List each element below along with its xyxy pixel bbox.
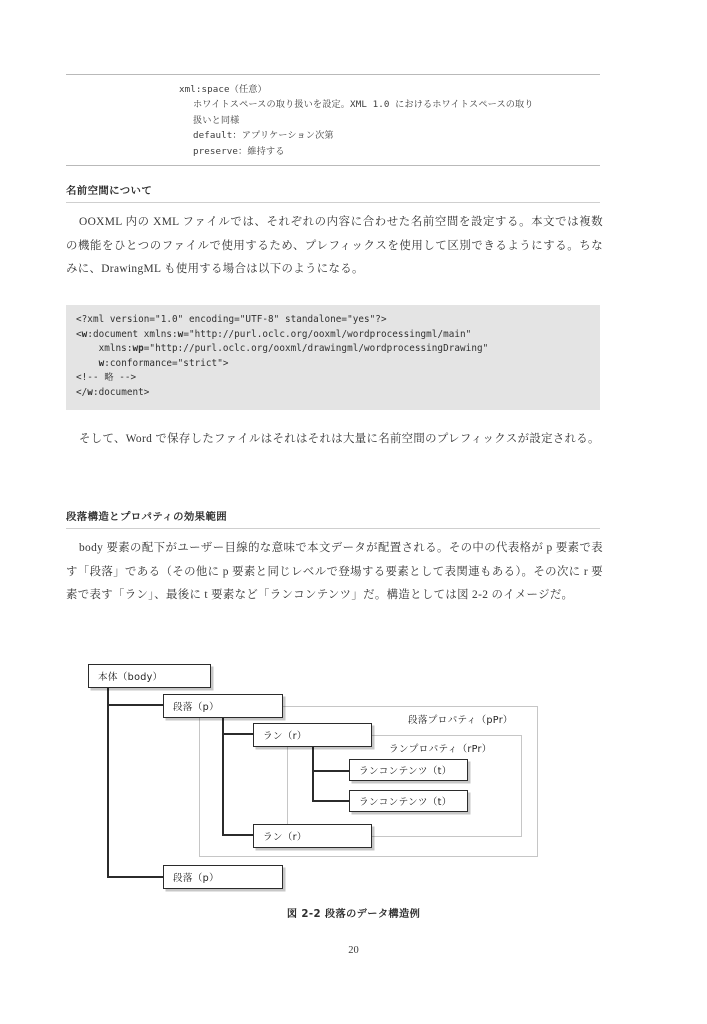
box-run-2: ラン（r） [253,824,372,848]
connector-paragraph1-to-run2 [222,834,255,836]
container-rpr-label: ランプロパティ（rPr） [389,744,492,755]
paragraph-structure [66,537,603,608]
heading-paragraph-structure [66,508,600,529]
code-block-xml-namespace [66,305,600,410]
term-definition-block [66,74,600,166]
box-body: 本体（body） [88,664,211,688]
heading-paragraph-structure-text: 段落構造とプロパティの効果範囲 [66,511,228,523]
figure-caption: 図 2-2 段落のデータ構造例 [286,909,421,920]
connector-body-to-paragraph2 [107,876,165,878]
heading-paragraph-structure-rule [66,528,600,529]
box-run-content-2: ランコンテンツ（t） [349,790,468,812]
connector-run1-to-content2 [312,800,351,802]
code-line: xmlns:wp="http://purl.oclc.org/ooxml/drawingml/wordprocessingDrawing" [76,343,489,355]
code-line: <?xml version="1.0" encoding="UTF-8" standalone="yes"?> [76,314,387,325]
box-paragraph-1: 段落（p） [163,694,283,718]
term-desc-line-1: ホワイトスペースの取り扱いを設定。XML 1.0 におけるホワイトスペースの取り [193,99,534,111]
paragraph-after-code [66,428,603,452]
connector-body-to-paragraph1 [107,704,165,706]
paragraph-namespace-text: OOXML 内の XML ファイルでは、それぞれの内容に合わせた名前空間を設定する。本文では複数の機能をひとつのファイルで使用するため、プレフィックスを使用して区別できるようにする。ちなみに、DrawingML も使用する場合は以下のようになる。 [66,216,603,275]
heading-namespace-text: 名前空間について [66,185,153,197]
container-ppr [199,706,538,857]
code-line: <!-- 略 --> [76,372,137,384]
heading-namespace-rule [66,202,600,203]
paragraph-after-code-text: そして、Word で保存したファイルはそれはそれは大量に名前空間のプレフィックスが設定される。 [79,433,600,445]
heading-namespace [66,182,600,203]
connector-run1-trunk [312,747,314,802]
box-paragraph-2: 段落（p） [163,865,283,889]
paragraph-namespace [66,211,603,282]
code-line: <w:document xmlns:w="http://purl.oclc.org/ooxml/wordprocessingml/main" [76,328,472,340]
code-line: w:conformance="strict"> [98,357,229,369]
connector-body-trunk [107,687,109,878]
term-block-bottom-rule [66,165,600,166]
page-number: 20 [348,945,359,956]
box-run-1: ラン（r） [253,723,372,747]
container-ppr-label: 段落プロパティ（pPr） [408,715,513,726]
term-desc-line-3: default：アプリケーション次第 [193,130,334,142]
term-desc-line-4: preserve：維持する [193,145,285,157]
term-block-body [66,75,600,165]
connector-run1-to-content1 [312,770,351,772]
term-desc-line-2: 扱いと同様 [193,114,240,126]
term-title: xml:space（任意） [179,84,267,95]
container-rpr [287,735,522,837]
paragraph-structure-text: body 要素の配下がユーザー目線的な意味で本文データが配置される。その中の代表格が p 要素で表す「段落」である（その他に p 要素と同じレベルで登場する要素として表関連もある）。その次に r 要素で表す「ラン」、最後に t 要素など「ランコンテンツ」だ。構造としては図 2-2 のイメージだ。 [66,542,603,601]
connector-paragraph1-to-run1 [222,733,255,735]
box-run-content-1: ランコンテンツ（t） [349,759,468,781]
connector-paragraph1-trunk [222,717,224,836]
code-line: </w:document> [76,386,150,398]
